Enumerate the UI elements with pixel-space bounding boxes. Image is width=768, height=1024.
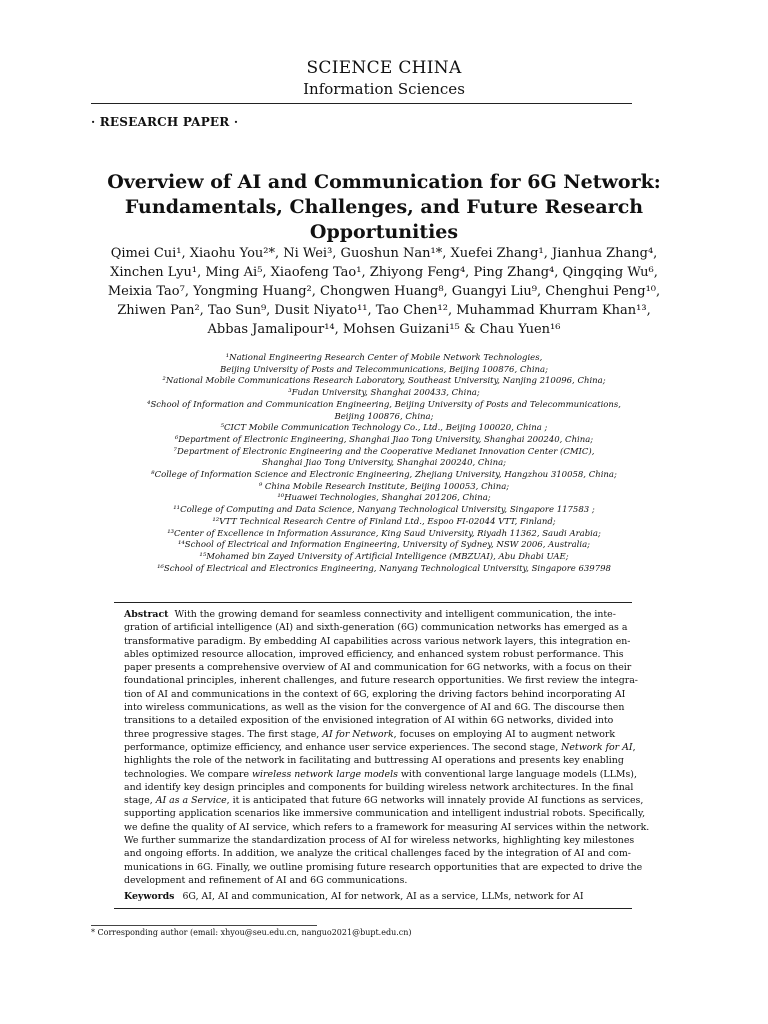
abstract-text: ables optimized resource allocation, improved efficiency, and enhanced system robust performance. This: [124, 648, 624, 660]
footnote-rule: [91, 925, 317, 926]
abstract-text: We further summarize the standardization process of AI for wireless networks, highlighting key milestones: [124, 835, 635, 847]
abstract-line: [124, 621, 626, 634]
abstract-line: [124, 714, 626, 727]
affiliation-line: ¹⁰Huawei Technologies, Shanghai 201206, China;: [277, 493, 491, 504]
affiliation-list: [80, 353, 688, 575]
abstract-line: [124, 781, 634, 794]
abstract-line: [124, 821, 650, 834]
abstract-text: With the growing demand for seamless connectivity and intelligent communication, the inte-: [174, 609, 616, 620]
affiliation-line: ¹³Center of Excellence in Information Assurance, King Saud University, Riyadh 11362, Saudi Arabia;: [167, 528, 601, 539]
abstract-line: [124, 794, 644, 807]
affiliation-line: ¹⁶School of Electrical and Electronics Engineering, Nanyang Technological University, Singapore 639798: [157, 563, 611, 574]
abstract-line: [124, 661, 632, 674]
journal-header: [0, 58, 768, 98]
affiliation-line: ⁸College of Information Science and Electronic Engineering, Zhejiang University, Hangzhou 310058, China;: [151, 470, 617, 481]
abstract-line: [124, 688, 626, 701]
title-line: Fundamentals, Challenges, and Future Research: [124, 196, 644, 218]
affiliation-line: ¹National Engineering Research Center of Mobile Network Technologies,: [225, 353, 543, 363]
abstract-text: paper presents a comprehensive overview of AI and communication for 6G networks, with a focus on their: [124, 662, 632, 674]
abstract-text: with conventional large language models (LLMs),: [397, 768, 637, 780]
abstract-text: , focuses on employing AI to augment network: [393, 728, 616, 740]
keywords-line: [124, 891, 626, 902]
author-line: Zhiwen Pan², Tao Sun⁹, Dusit Niyato¹¹, Tao Chen¹², Muhammad Khurram Khan¹³,: [117, 303, 651, 318]
title-line: Opportunities: [309, 221, 459, 243]
keywords-text: 6G, AI, AI and communication, AI for network, AI as a service, LLMs, network for AI: [182, 891, 584, 902]
author-line: Qimei Cui¹, Xiaohu You²*, Ni Wei³, Guoshun Nan¹*, Xuefei Zhang¹, Jianhua Zhang⁴,: [110, 246, 658, 261]
affiliation-line: ⁷Department of Electronic Engineering and the Cooperative Medianet Innovation Center (CMIC),: [173, 446, 595, 457]
affiliation-line: ²National Mobile Communications Research Laboratory, Southeast University, Nanjing 210096, China;: [162, 376, 606, 387]
abstract-emphasis: wireless network large models: [252, 768, 398, 780]
abstract-line: [124, 754, 626, 767]
author-line: Xinchen Lyu¹, Ming Ai⁵, Xiaofeng Tao¹, Zhiyong Feng⁴, Ping Zhang⁴, Qingqing Wu⁶,: [110, 265, 658, 280]
affiliation-line: ⁵CICT Mobile Communication Technology Co., Ltd., Beijing 100020, China ;: [220, 423, 548, 434]
affiliation-line: ¹⁵Mohamed bin Zayed University of Artificial Intelligence (MBZUAI), Abu Dhabi UAE;: [199, 551, 569, 562]
abstract-text: and identify key design principles and components for building wireless network architectures. In the final: [124, 781, 634, 793]
abstract-text: and ongoing efforts. In addition, we analyze the critical challenges faced by the integration of AI and com-: [124, 848, 631, 860]
abstract-line: [124, 847, 631, 860]
affiliation-line: ³Fudan University, Shanghai 200433, China;: [288, 388, 480, 399]
abstract-emphasis: Network for AI: [561, 741, 633, 753]
abstract-line: [124, 728, 626, 741]
author-line: Meixia Tao⁷, Yongming Huang², Chongwen Huang⁸, Guangyi Liu⁹, Chenghui Peng¹⁰,: [107, 284, 661, 299]
affiliation-line: ⁶Department of Electronic Engineering, Shanghai Jiao Tong University, Shanghai 200240, China;: [174, 434, 594, 445]
affiliation-line: Beijing University of Posts and Telecommunications, Beijing 100876, China;: [220, 364, 548, 375]
abstract-text: three progressive stages. The first stage,: [124, 728, 323, 740]
paper-title: [80, 170, 688, 245]
abstract-block: [124, 608, 650, 887]
abstract-text: munications in 6G. Finally, we outline promising future research opportunities that are expected to drive the: [124, 861, 643, 873]
abstract-text: transitions to a detailed exposition of the envisioned integration of AI within 6G networks, divided into: [124, 715, 614, 727]
title-line: Overview of AI and Communication for 6G Network:: [107, 171, 661, 193]
affiliation-line: ¹¹College of Computing and Data Science, Nanyang Technological University, Singapore 117583 ;: [173, 505, 595, 516]
abstract-label: Abstract: [124, 609, 169, 620]
abstract-bottom-rule: [114, 908, 632, 909]
abstract-text: tion of AI and communications in the context of 6G, exploring the driving factors behind incorporating AI: [124, 688, 626, 700]
abstract-text: transformative paradigm. By embedding AI capabilities across various network layers, this integration en-: [124, 635, 631, 647]
abstract-line: [124, 635, 631, 648]
abstract-line: [124, 861, 643, 874]
affiliation-line: ⁴School of Information and Communication Engineering, Beijing University of Posts and Telecommunications,: [147, 399, 621, 410]
journal-title: SCIENCE CHINA: [306, 58, 462, 78]
abstract-body: [124, 608, 650, 887]
corresponding-author-footnote: * Corresponding author (email: xhyou@seu.edu.cn, nanguo2021@bupt.edu.cn): [91, 928, 412, 937]
journal-subtitle: Information Sciences: [303, 80, 465, 98]
affiliation-line: ⁹ China Mobile Research Institute, Beijing 100053, China;: [258, 481, 510, 492]
affiliation-line: ¹²VTT Technical Research Centre of Finland Ltd., Espoo FI-02044 VTT, Finland;: [212, 516, 556, 527]
section-tag: · RESEARCH PAPER ·: [91, 115, 239, 129]
abstract-text: development and refinement of AI and 6G communications.: [124, 874, 408, 886]
abstract-text: into wireless communications, as well as the vision for the convergence of AI and 6G. The discourse then: [124, 702, 625, 714]
abstract-top-rule: [114, 602, 632, 603]
abstract-emphasis: AI as a Service: [155, 795, 227, 807]
abstract-line: [124, 768, 637, 781]
abstract-line: [124, 834, 635, 847]
abstract-line: [124, 674, 638, 687]
header-rule: [91, 103, 632, 104]
affiliation-line: ¹⁴School of Electrical and Information Engineering, University of Sydney, NSW 2006, Australia;: [177, 540, 591, 551]
affiliation-line: Shanghai Jiao Tong University, Shanghai 200240, China;: [261, 458, 507, 469]
abstract-text: technologies. We compare: [124, 768, 253, 780]
abstract-line: [124, 701, 626, 714]
abstract-text: stage,: [124, 795, 156, 807]
abstract-emphasis: AI for Network: [322, 728, 394, 740]
abstract-text: supporting application scenarios like immersive communication and intelligent industrial robots. Specifically,: [124, 808, 646, 820]
author-list: [80, 244, 688, 339]
author-line: Abbas Jamalipour¹⁴, Mohsen Guizani¹⁵ & Chau Yuen¹⁶: [207, 322, 561, 337]
abstract-line: [124, 874, 626, 887]
abstract-line: [124, 648, 626, 661]
abstract-line: [124, 608, 626, 621]
abstract-text: highlights the role of the network in facilitating and buttressing AI operations and presents key enabling: [124, 755, 624, 767]
abstract-text: ,: [632, 741, 636, 753]
abstract-text: foundational principles, inherent challenges, and future research opportunities. We first review the integra-: [124, 675, 638, 687]
affiliation-line: Beijing 100876, China;: [334, 411, 434, 422]
abstract-text: performance, optimize efficiency, and enhance user service experiences. The second stage,: [124, 741, 562, 753]
abstract-line: [124, 741, 636, 754]
keywords-label: Keywords: [124, 891, 175, 902]
abstract-text: , it is anticipated that future 6G networks will innately provide AI functions as services,: [226, 795, 644, 807]
abstract-text: we define the quality of AI service, which refers to a framework for measuring AI services within the network.: [124, 821, 650, 833]
abstract-line: [124, 807, 646, 820]
abstract-text: gration of artificial intelligence (AI) and sixth-generation (6G) communication networks has emerged as a: [124, 622, 628, 634]
